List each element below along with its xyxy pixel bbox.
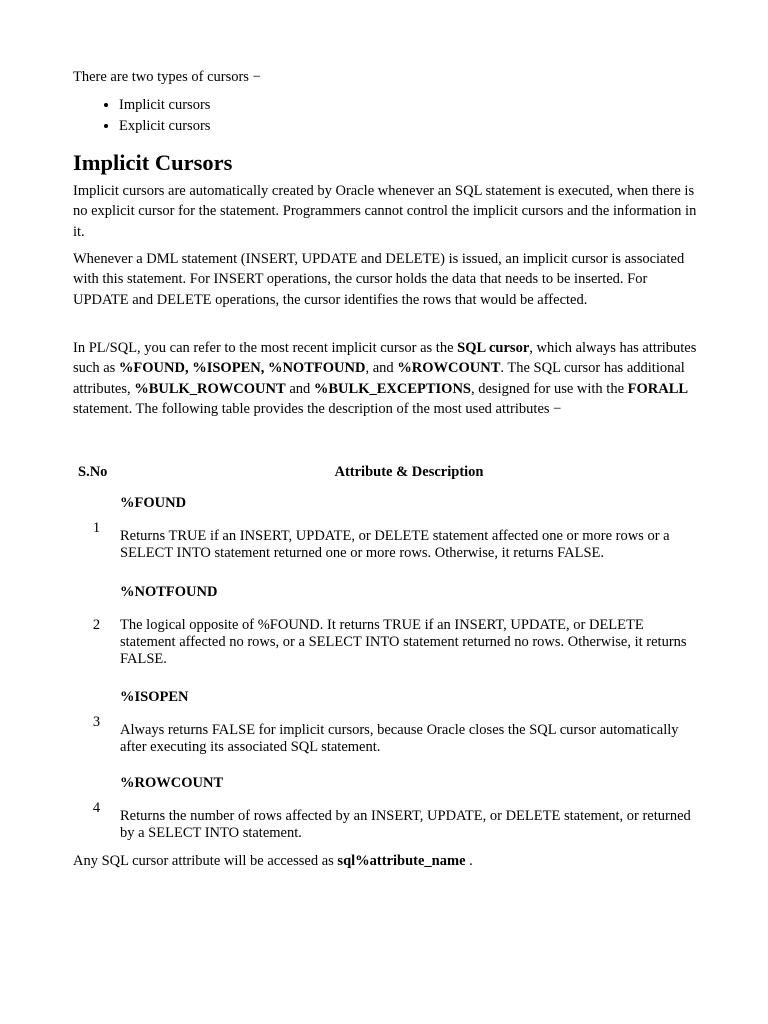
row-number: 3 [92, 713, 101, 730]
table-row [73, 766, 698, 850]
column-header-sno: S.No [78, 464, 108, 480]
attributes-table [73, 462, 698, 850]
column-header-description: Attribute & Description [334, 464, 484, 480]
row-number: 1 [92, 519, 101, 536]
text-run: Any SQL cursor attribute will be accessed as [73, 853, 338, 869]
row-description-cell [120, 572, 698, 678]
bold-term: FORALL [627, 380, 689, 397]
text-run: and [285, 380, 314, 397]
text-run: , and [365, 360, 398, 377]
table-row [73, 678, 698, 766]
row-number: 4 [92, 799, 101, 816]
row-description-cell [120, 766, 698, 850]
text-run: , which always has attributes such as [73, 340, 697, 377]
attribute-name: %FOUND [120, 495, 187, 511]
bold-term: %BULK_EXCEPTIONS [313, 380, 471, 397]
table-header-row [73, 462, 698, 484]
closing-text [73, 851, 473, 871]
bold-term: SQL cursor [457, 340, 530, 356]
intro-text: There are two types of cursors − [73, 69, 261, 85]
table-row [73, 572, 698, 678]
text-run: , designed for use with the [471, 380, 628, 397]
attribute-name: %NOTFOUND [120, 583, 218, 600]
list-item: • Implicit cursors [119, 95, 210, 116]
table-row [73, 484, 698, 572]
cursor-types-list [73, 95, 210, 137]
row-description-cell [120, 678, 698, 766]
attribute-description: Returns the number of rows affected by an INSERT, UPDATE, or DELETE statement, or returned by a SELECT INTO statement. [120, 808, 691, 841]
list-item: • Explicit cursors [119, 116, 210, 137]
attribute-description: Always returns FALSE for implicit cursors, because Oracle closes the SQL cursor automatically after executing its associated SQL statement. [120, 722, 679, 755]
text-run: . [465, 853, 473, 869]
section-heading: Implicit Cursors [73, 150, 233, 175]
bold-term: %FOUND, %ISOPEN, %NOTFOUND [118, 360, 366, 377]
text-run: statement. The following table provides the description of the most used attributes − [73, 400, 562, 417]
text-run: . The SQL cursor has additional attributes, [73, 360, 685, 397]
paragraph-implicit-definition: Implicit cursors are automatically created by Oracle whenever an SQL statement is executed, when there is no explicit cursor for the statement. Programmers cannot control the implicit cursors and the information in it. [73, 183, 697, 240]
row-description-cell [120, 484, 698, 572]
paragraph-sql-cursor [73, 338, 698, 419]
paragraph-dml-statements: Whenever a DML statement (INSERT, UPDATE and DELETE) is issued, an implicit cursor is associated with this statement. For INSERT operations, the cursor holds the data that needs to be inserted. For UPDATE and DELETE operations, the cursor identifies the rows that would be affected. [73, 251, 685, 308]
attribute-name: %ROWCOUNT [120, 775, 224, 791]
bold-term: %BULK_ROWCOUNT [134, 380, 286, 397]
attribute-name: %ISOPEN [120, 689, 189, 705]
attribute-description: Returns TRUE if an INSERT, UPDATE, or DELETE statement affected one or more rows or a SELECT INTO statement returned one or more rows. Otherwise, it returns FALSE. [120, 528, 670, 561]
attribute-description: The logical opposite of %FOUND. It returns TRUE if an INSERT, UPDATE, or DELETE statement affected no rows, or a SELECT INTO statement returned no rows. Otherwise, it returns FALSE. [120, 616, 687, 667]
bold-term: sql%attribute_name [337, 853, 466, 869]
bold-term: %ROWCOUNT [397, 360, 501, 377]
text-run: In PL/SQL, you can refer to the most recent implicit cursor as the [73, 340, 458, 356]
row-number: 2 [92, 616, 101, 633]
